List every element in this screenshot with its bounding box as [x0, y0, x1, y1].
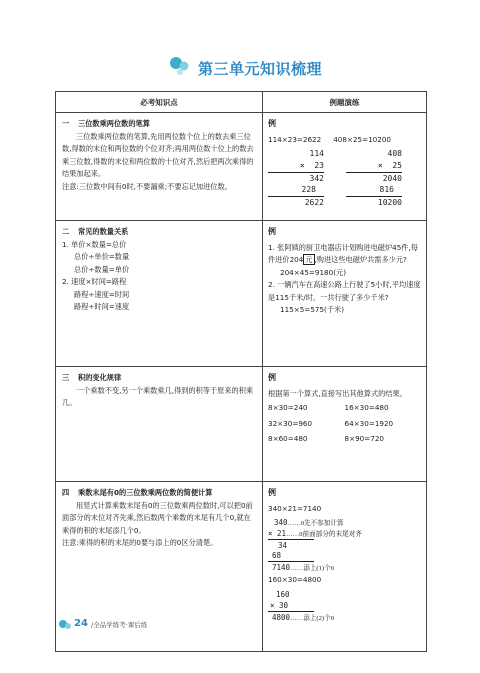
example-label: 例 — [268, 488, 276, 497]
equation: 408×25=10200 — [333, 134, 391, 144]
example-cell — [263, 482, 427, 652]
vertical-calc-3: 340……0先不参加计算 × 21……0前面部分的末尾对齐 34 68 7140……添上(1)个0 — [268, 518, 362, 572]
example-label: 例 — [268, 119, 276, 128]
vertical-calc-1: 114 × 23 342 228 2622 — [268, 148, 324, 208]
equation: 16×30=480 — [344, 403, 389, 412]
header-right: 例题演练 — [263, 92, 427, 113]
question-1: 1. 张阿姨的厨卫电器店计划购进电磁炉45件,每件进价204 元 ,购进这些电磁炉共需多少元? — [268, 242, 418, 264]
footer-text: /全品学练考·课后练 — [91, 621, 148, 629]
equation: 8×30=240 — [268, 403, 308, 412]
bubble-icon — [58, 618, 72, 632]
equation: 64×30=1920 — [344, 418, 394, 428]
section-note: 注意:乘得的积的末尾的0要与添上的0区分清楚。 — [62, 538, 218, 547]
section-heading: 一 三位数乘两位数的笔算 — [62, 119, 150, 128]
list-item: 总价÷单价=数量 — [74, 252, 130, 261]
page-number: 24 — [74, 618, 88, 629]
table-row — [56, 367, 427, 482]
section-heading: 三 积的变化规律 — [62, 373, 122, 382]
bubble-icon — [168, 54, 192, 78]
equation: 160×30=4800 — [268, 575, 322, 584]
knowledge-cell — [56, 367, 263, 482]
list-item: 2. 速度×时间=路程 — [62, 277, 127, 286]
vertical-calculations — [268, 148, 421, 210]
list-item: 总价÷数量=单价 — [74, 264, 130, 274]
equation: 8×90=720 — [344, 434, 384, 443]
table-row — [56, 113, 427, 221]
vertical-calc-2: 408 × 25 2040 816 10200 — [346, 148, 402, 208]
example-intro: 根据第一个算式,直接写出其他算式的结果。 — [268, 388, 407, 398]
equation-row — [268, 134, 421, 147]
list-item: 1. 单价×数量=总价 — [62, 239, 127, 249]
equation: 8×60=480 — [268, 434, 308, 443]
unit-box: 元 — [305, 255, 313, 264]
question-2: 2. 一辆汽车在高速公路上行驶了5小时,平均速度是115千米/时。一共行驶了多少千米? — [268, 280, 421, 302]
example-cell — [263, 367, 427, 482]
vertical-calc-4: 160 × 30 4800……添上(2)个0 — [270, 589, 335, 622]
example-label: 例 — [268, 227, 276, 236]
section-body: 用竖式计算乘数末尾有0的三位数乘两位数时,可以把0前面部分的末位对齐先乘,然后数两个乘数的末尾有几个0,就在乘得的积的末尾添几个0。 — [62, 500, 253, 535]
equation-grid — [268, 402, 421, 446]
example-cell — [263, 221, 427, 367]
equation: 114×23=2622 — [268, 134, 322, 144]
section-heading: 二 常见的数量关系 — [62, 227, 129, 236]
header-left: 必考知识点 — [56, 92, 263, 113]
list-item: 路程÷速度=时间 — [74, 289, 130, 299]
answer-2: 115×5=575(千米) — [280, 305, 345, 314]
section-note: 注意:三位数中间有0时,不要漏乘;不要忘记加进位数。 — [62, 181, 232, 191]
knowledge-cell — [56, 113, 263, 221]
title-bar — [0, 52, 480, 82]
equation: 32×30=960 — [268, 418, 313, 428]
table-header-row — [56, 92, 427, 113]
table-row — [56, 221, 427, 367]
example-cell — [263, 113, 427, 221]
equation: 340×21=7140 — [268, 503, 322, 513]
knowledge-cell — [56, 221, 263, 367]
answer-1: 204×45=9180(元) — [280, 267, 346, 277]
example-label: 例 — [268, 373, 276, 382]
section-body: 三位数乘两位数的笔算,先用两位数个位上的数去乘三位数,得数的末位和两位数的个位对齐;再用两位数十位上的数去乘三位数,得数的末位和两位数的十位对齐,然后把两次乘得的结果加起来。 — [62, 131, 254, 178]
section-body: 一个乘数不变,另一个乘数乘几,得到的积等于原来的积乘几。 — [62, 385, 254, 407]
list-item: 路程÷时间=速度 — [74, 302, 130, 311]
knowledge-table — [55, 91, 427, 652]
section-heading: 四 乘数末尾有0的三位数乘两位数的简便计算 — [62, 488, 213, 497]
page-title: 第三单元知识梳理 — [198, 60, 323, 78]
